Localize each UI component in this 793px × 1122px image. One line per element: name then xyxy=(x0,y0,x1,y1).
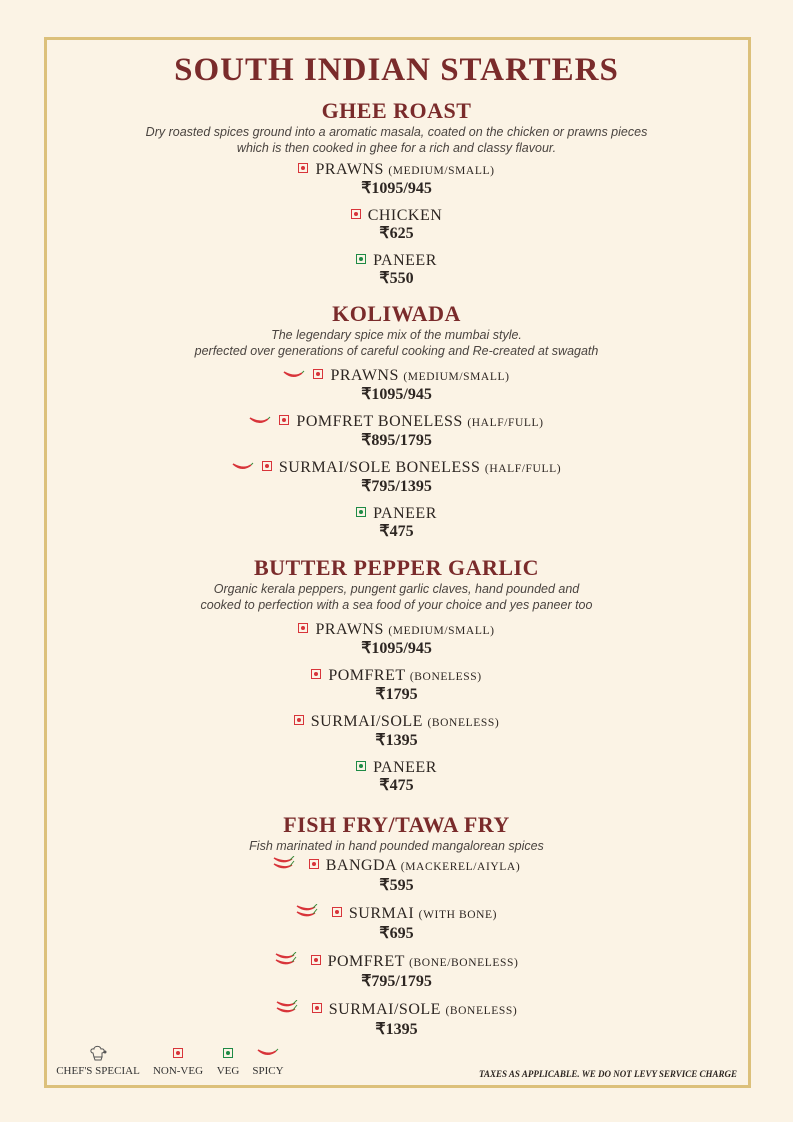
veg-icon xyxy=(356,761,366,771)
section-description: The legendary spice mix of the mumbai style. xyxy=(271,328,522,342)
item-price: ₹1795 xyxy=(375,686,418,703)
item-name: PRAWNS xyxy=(330,367,399,384)
item-name-line xyxy=(0,856,793,877)
non-veg-icon xyxy=(312,1003,322,1013)
non-veg-icon xyxy=(173,1048,183,1058)
chili-icon xyxy=(283,367,305,385)
legend-label: VEG xyxy=(216,1065,240,1077)
item-price: ₹895/1795 xyxy=(361,432,432,449)
item-price: ₹1095/945 xyxy=(361,386,432,403)
menu-section xyxy=(0,555,793,804)
section-heading: FISH FRY/TAWA FRY xyxy=(283,812,510,837)
menu-item xyxy=(0,952,793,991)
section-description: Fish marinated in hand pounded mangalorean spices xyxy=(249,839,544,853)
item-name-line xyxy=(0,952,793,973)
double-chili-icon xyxy=(273,856,295,877)
non-veg-icon xyxy=(298,163,308,173)
item-note: (WITH BONE) xyxy=(418,909,498,922)
legend-label: SPICY xyxy=(252,1065,284,1077)
double-chili-icon xyxy=(275,952,297,973)
item-list xyxy=(0,856,793,1039)
item-price: ₹475 xyxy=(379,523,414,540)
item-price: ₹1095/945 xyxy=(361,180,432,197)
double-chili-icon xyxy=(296,904,318,925)
item-note: (BONE/BONELESS) xyxy=(409,957,519,970)
non-veg-icon xyxy=(294,715,304,725)
item-name: SURMAI/SOLE BONELESS xyxy=(278,459,481,476)
item-note: (HALF/FULL) xyxy=(467,417,544,429)
item-name: SURMAI/SOLE xyxy=(310,713,423,730)
non-veg-icon xyxy=(311,669,321,679)
item-name-line xyxy=(0,459,793,478)
page-title: SOUTH INDIAN STARTERS xyxy=(174,52,619,88)
item-note: (BONELESS) xyxy=(445,1005,518,1018)
item-note: (MEDIUM/SMALL) xyxy=(388,165,495,177)
item-name-line xyxy=(0,621,793,640)
chef-hat-icon xyxy=(56,1045,140,1061)
legend-non-veg xyxy=(150,1045,206,1077)
section-description: cooked to perfection with a sea food of your choice and yes paneer too xyxy=(200,598,593,612)
legend-label: NON-VEG xyxy=(152,1065,204,1077)
menu-item xyxy=(0,1000,793,1039)
item-price: ₹1395 xyxy=(375,732,418,749)
item-price: ₹1095/945 xyxy=(361,640,432,657)
item-name-line xyxy=(0,413,793,432)
item-name-line xyxy=(0,367,793,386)
item-price: ₹1395 xyxy=(375,1021,418,1038)
menu-item xyxy=(0,252,793,288)
item-price: ₹795/1395 xyxy=(361,478,432,495)
item-price: ₹595 xyxy=(379,877,414,894)
item-note: (BONELESS) xyxy=(409,671,482,683)
item-name: POMFRET BONELESS xyxy=(296,413,463,430)
item-list xyxy=(0,367,793,541)
menu-item xyxy=(0,413,793,450)
non-veg-icon xyxy=(279,415,289,425)
item-name: BANGDA xyxy=(325,857,397,875)
item-price: ₹695 xyxy=(379,925,414,942)
item-price: ₹475 xyxy=(379,777,414,794)
menu-section xyxy=(0,812,793,1048)
menu-item xyxy=(0,621,793,658)
item-name-line xyxy=(0,904,793,925)
item-note: (MEDIUM/SMALL) xyxy=(403,371,510,383)
section-description: which is then cooked in ghee for a rich and classy flavour. xyxy=(236,141,557,155)
item-name-line xyxy=(0,505,793,523)
legend-veg xyxy=(214,1045,242,1077)
item-name: PRAWNS xyxy=(315,621,384,638)
double-chili-icon xyxy=(276,1000,298,1021)
menu-item xyxy=(0,856,793,895)
item-note: (MEDIUM/SMALL) xyxy=(388,625,495,637)
menu-item xyxy=(0,904,793,943)
legend-label: CHEF'S SPECIAL xyxy=(56,1065,140,1077)
legend-spicy xyxy=(250,1045,286,1077)
item-name: SURMAI/SOLE xyxy=(328,1001,441,1019)
non-veg-icon xyxy=(351,209,361,219)
item-name: POMFRET xyxy=(328,667,406,684)
item-price: ₹550 xyxy=(379,270,414,287)
menu-item xyxy=(0,505,793,541)
menu-section xyxy=(0,301,793,550)
item-list xyxy=(0,621,793,795)
item-name: PANEER xyxy=(373,505,437,522)
non-veg-icon xyxy=(309,859,319,869)
non-veg-icon xyxy=(262,461,272,471)
item-name-line xyxy=(0,667,793,686)
item-name: PANEER xyxy=(373,252,437,269)
item-name: PANEER xyxy=(373,759,437,776)
veg-icon xyxy=(356,254,366,264)
section-heading: GHEE ROAST xyxy=(321,98,472,123)
item-name: PRAWNS xyxy=(315,161,384,178)
section-description: Dry roasted spices ground into a aromatic masala, coated on the chicken or prawns pieces xyxy=(145,125,648,139)
chili-icon xyxy=(232,459,254,477)
section-description: perfected over generations of careful cooking and Re-created at swagath xyxy=(194,344,599,358)
section-description: Organic kerala peppers, pungent garlic claves, hand pounded and xyxy=(213,582,580,596)
chili-icon xyxy=(250,1045,286,1061)
veg-icon xyxy=(223,1048,233,1058)
menu-item xyxy=(0,367,793,404)
non-veg-icon xyxy=(332,907,342,917)
menu-item xyxy=(0,713,793,750)
veg-icon xyxy=(356,507,366,517)
non-veg-icon xyxy=(298,623,308,633)
item-name-line xyxy=(0,207,793,225)
taxes-note: TAXES AS APPLICABLE. WE DO NOT LEVY SERVICE CHARGE xyxy=(479,1069,737,1079)
item-note: (MACKEREL/AIYLA) xyxy=(400,861,521,874)
chili-icon xyxy=(249,413,271,431)
item-note: (HALF/FULL) xyxy=(484,463,562,475)
non-veg-icon xyxy=(313,369,323,379)
item-name-line xyxy=(0,759,793,777)
item-name-line xyxy=(0,252,793,270)
menu-item xyxy=(0,207,793,243)
item-name: CHICKEN xyxy=(367,207,443,224)
section-heading: KOLIWADA xyxy=(332,301,461,326)
menu-section xyxy=(0,98,793,297)
item-price: ₹795/1795 xyxy=(361,973,432,990)
menu-item xyxy=(0,161,793,198)
item-name-line xyxy=(0,713,793,732)
item-name: SURMAI xyxy=(348,905,415,923)
non-veg-icon xyxy=(311,955,321,965)
item-name: POMFRET xyxy=(327,953,405,971)
section-heading: BUTTER PEPPER GARLIC xyxy=(253,555,540,580)
menu-item xyxy=(0,667,793,704)
item-list xyxy=(0,161,793,288)
menu-item xyxy=(0,759,793,795)
item-name-line xyxy=(0,1000,793,1021)
item-note: (BONELESS) xyxy=(427,717,500,729)
item-price: ₹625 xyxy=(379,225,414,242)
legend-chefs-special xyxy=(56,1045,140,1077)
menu-item xyxy=(0,459,793,496)
item-name-line xyxy=(0,161,793,180)
